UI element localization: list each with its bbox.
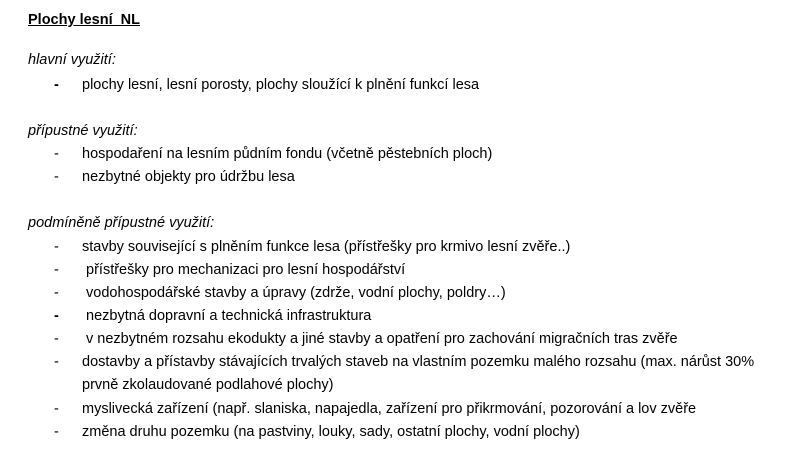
page-title: Plochy lesní NL [28,12,140,28]
list-item-text: nezbytná dopravní a technická infrastruktura [82,308,372,324]
list-dash: - [54,262,59,278]
list-dash: - [54,169,59,185]
list-dash: - [54,331,59,347]
list-item-text: vodohospodářské stavby a úpravy (zdrže, vodní plochy, poldry…) [82,285,506,301]
list-item-text: nezbytné objekty pro údržbu lesa [82,169,295,185]
list-dash: - [54,77,59,93]
list-dash: - [54,401,59,417]
list-item-text: dostavby a přístavby stávajících trvalých staveb na vlastním pozemku malého rozsahu (max. nárůst 30% [82,354,755,370]
list-dash: - [54,285,59,301]
list-item-text: plochy lesní, lesní porosty, plochy sloužící k plnění funkcí lesa [82,77,480,93]
list-dash: - [54,308,59,324]
list-dash: - [54,239,59,255]
section-heading-permitted-use: přípustné využití: [28,123,138,139]
list-item-text: stavby související s plněním funkce lesa (přístřešky pro krmivo lesní zvěře..) [82,239,571,255]
list-item-continuation: prvně zkolaudované podlahové plochy) [82,377,334,393]
list-dash: - [54,424,59,440]
list-item-text: v nezbytném rozsahu ekodukty a jiné stavby a opatření pro zachování migračních tras zvěře [82,331,678,347]
list-item-text: přístřešky pro mechanizaci pro lesní hospodářství [82,262,406,278]
list-item-text: změna druhu pozemku (na pastviny, louky, sady, ostatní plochy, vodní plochy) [82,424,580,440]
list-dash: - [54,146,59,162]
list-item-text: myslivecká zařízení (např. slaniska, napajedla, zařízení pro přikrmování, pozorování a lov zvěře [82,401,697,417]
list-item-text: hospodaření na lesním půdním fondu (včetně pěstebních ploch) [82,146,493,162]
section-heading-main-use: hlavní využití: [28,52,116,68]
list-dash: - [54,354,59,370]
section-heading-conditional-use: podmíněně přípustné využití: [28,215,215,231]
